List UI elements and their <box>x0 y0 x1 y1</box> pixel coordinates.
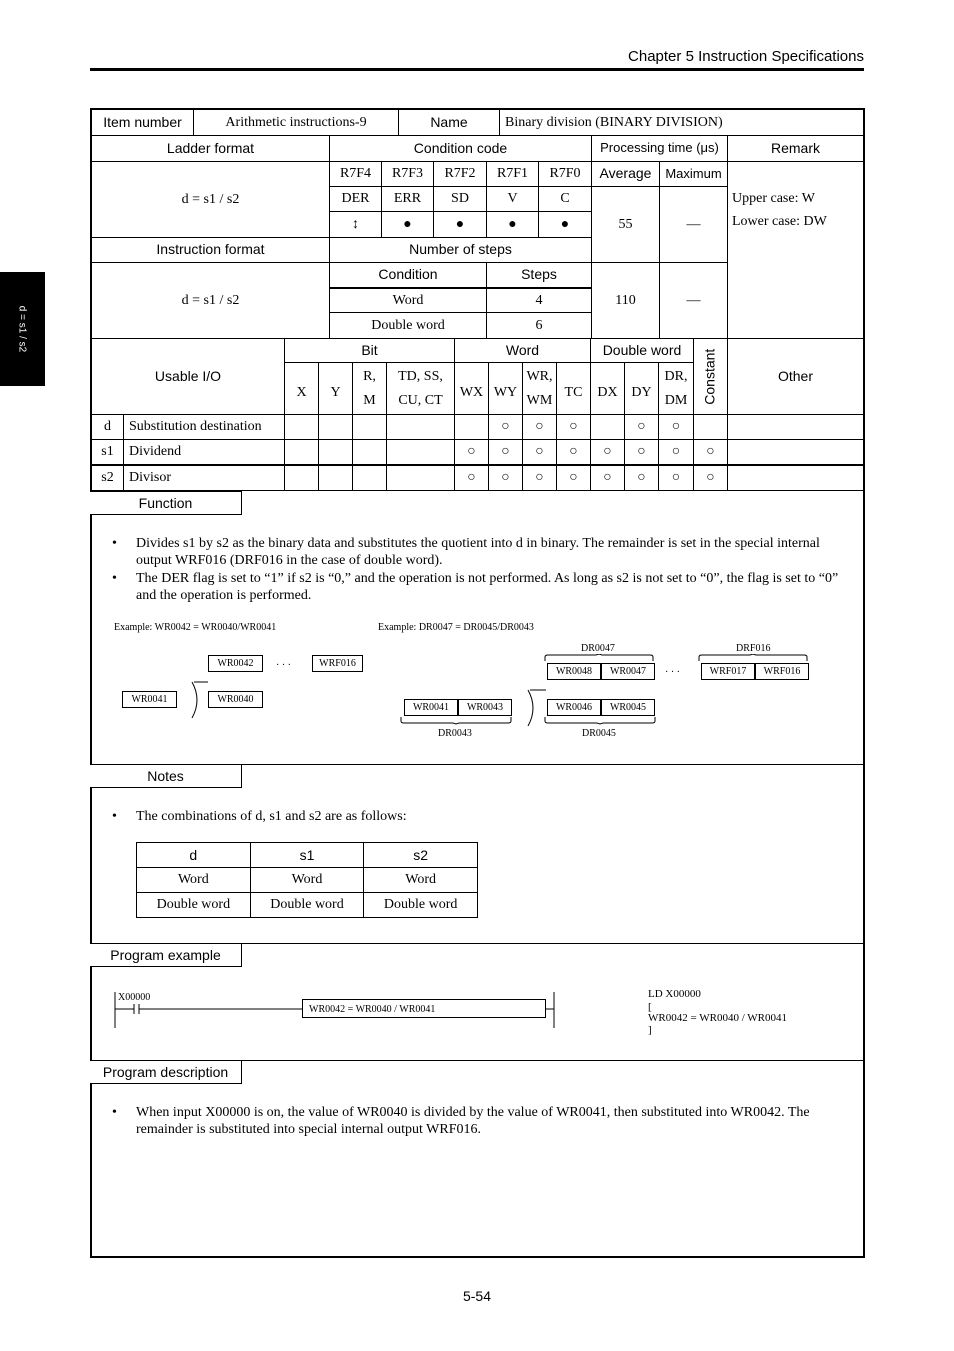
condition-label: Condition <box>330 263 487 288</box>
io-mark: ○ <box>625 465 659 491</box>
combination-table <box>136 842 478 918</box>
flag-register: R7F1 <box>487 162 539 187</box>
function-bullet <box>112 535 852 569</box>
quotient-dword-label: DR0047 <box>581 643 615 654</box>
io-column-bottom: CU, CT <box>398 393 443 408</box>
io-column-header <box>489 363 523 415</box>
io-column-bottom: DX <box>597 385 618 401</box>
flag-state-changes-icon: ↕ <box>330 212 382 238</box>
io-mark: ○ <box>659 440 694 465</box>
io-column-bottom: DY <box>631 385 652 401</box>
instruction-format-label: Instruction format <box>92 238 330 263</box>
io-mark: ○ <box>694 440 728 465</box>
operand-description: Substitution destination <box>124 415 285 440</box>
ladder-format-label: Ladder format <box>92 136 330 162</box>
io-column-header <box>353 363 387 415</box>
io-column-header <box>285 363 319 415</box>
io-mark: ○ <box>659 415 694 440</box>
division-bracket-icon <box>188 680 208 720</box>
other-label: Other <box>728 339 863 415</box>
io-column-header <box>591 363 625 415</box>
remainder-brace-icon <box>698 654 808 662</box>
instruction-expression: d = s1 / s2 <box>92 263 330 339</box>
chapter-title: Chapter 5 Instruction Specifications <box>628 48 864 65</box>
combination-cell: Word <box>250 868 364 893</box>
dividend-word-box: WR0045 <box>601 699 655 716</box>
steps-condition: Double word <box>330 313 487 339</box>
bullet-icon: • <box>112 1105 117 1120</box>
division-bracket-icon <box>524 688 546 728</box>
name-label: Name <box>399 110 500 136</box>
operand-description: Divisor <box>124 465 285 491</box>
io-column-header <box>659 363 694 415</box>
io-column-bottom: WM <box>526 393 553 408</box>
remainder-word-box: WRF017 <box>701 663 755 680</box>
io-column-top: DR, <box>664 368 688 384</box>
divisor-word-box: WR0043 <box>458 699 512 716</box>
combination-cell: Double word <box>137 893 251 918</box>
io-column-bottom: Y <box>330 385 341 401</box>
flag-name: ERR <box>382 187 434 212</box>
divisor-word-box: WR0041 <box>404 699 458 716</box>
steps-maximum-value: — <box>660 263 728 339</box>
remark-label: Remark <box>728 136 863 162</box>
item-number-value: Arithmetic instructions-9 <box>194 110 399 136</box>
io-mark: ○ <box>523 415 557 440</box>
io-column-top: TD, SS, <box>398 368 443 384</box>
io-mark <box>319 440 353 465</box>
notes-bullet <box>112 808 852 825</box>
divisor-box: WR0041 <box>122 691 177 708</box>
io-mark: ○ <box>523 465 557 491</box>
instruction-box-text: WR0042 = WR0040 / WR0041 <box>309 1004 436 1015</box>
remark-line-1: Upper case: W <box>732 191 815 206</box>
flag-name: DER <box>330 187 382 212</box>
io-mark <box>319 465 353 491</box>
io-mark <box>319 415 353 440</box>
processing-time-label: Processing time (μs) <box>592 136 728 162</box>
io-column-bottom: M <box>363 393 376 408</box>
average-label: Average <box>592 162 660 187</box>
condition-code-label: Condition code <box>330 136 592 162</box>
quotient-word-box: WR0048 <box>547 663 601 680</box>
io-mark: ○ <box>659 465 694 491</box>
io-mark: ○ <box>455 465 489 491</box>
io-mark <box>387 465 455 491</box>
io-mark: ○ <box>489 465 523 491</box>
side-tab <box>0 272 45 386</box>
program-example-label: Program example <box>90 943 242 967</box>
name-value: Binary division (BINARY DIVISION) <box>500 110 863 136</box>
io-column-header <box>319 363 353 415</box>
page-header <box>90 44 864 71</box>
example-word-caption: Example: WR0042 = WR0040/WR0041 <box>114 622 277 633</box>
combination-cell: Double word <box>364 893 478 918</box>
program-description-label: Program description <box>90 1060 242 1084</box>
bullet-icon: • <box>112 536 117 551</box>
flag-register: R7F3 <box>382 162 434 187</box>
steps-label: Steps <box>487 263 592 288</box>
io-column-top: R, <box>363 368 376 384</box>
bullet-icon: • <box>112 809 117 824</box>
bullet-icon: • <box>112 571 117 586</box>
program-description-bullet <box>112 1104 852 1138</box>
flag-name: SD <box>434 187 487 212</box>
combination-cell: Double word <box>250 893 364 918</box>
mnemonic-line: [ <box>648 1001 652 1013</box>
io-mark: ○ <box>591 465 625 491</box>
mnemonic-line: WR0042 = WR0040 / WR0041 <box>648 1012 788 1024</box>
io-mark <box>455 415 489 440</box>
divisor-brace-icon <box>400 717 512 725</box>
operand-name: d <box>92 415 124 440</box>
usable-io-label: Usable I/O <box>92 339 285 415</box>
constant-header <box>694 339 728 415</box>
quotient-box: WR0042 <box>208 655 263 672</box>
flag-state-dot-icon: ● <box>487 212 539 238</box>
io-column-header <box>625 363 659 415</box>
example-dword-caption: Example: DR0047 = DR0045/DR0043 <box>378 622 534 633</box>
io-mark <box>694 415 728 440</box>
contact-label: X00000 <box>118 992 151 1003</box>
function-bullet-text: Divides s1 by s2 as the binary data and substitutes the quotient into d in binary. The remainder is set in the special internal output WRF016 (DRF016 in the case of double word). <box>136 536 820 568</box>
io-mark <box>387 440 455 465</box>
io-mark: ○ <box>523 440 557 465</box>
ellipsis: · · · <box>276 660 291 671</box>
remark-line-2: Lower case: DW <box>732 214 827 230</box>
page-number: 5-54 <box>462 1288 492 1304</box>
io-column-top: WR, <box>526 368 553 384</box>
io-mark: ○ <box>489 415 523 440</box>
remainder-word-box: WRF016 <box>755 663 809 680</box>
notes-label: Notes <box>90 764 242 788</box>
double-word-group-label: Double word <box>591 339 694 363</box>
flag-name: V <box>487 187 539 212</box>
dividend-brace-icon <box>544 717 656 725</box>
dividend-dword-label: DR0045 <box>582 728 616 739</box>
notes-bullet-text: The combinations of d, s1 and s2 are as follows: <box>136 809 407 824</box>
operand-name: s2 <box>92 465 124 491</box>
io-column-header <box>557 363 591 415</box>
io-column-bottom: WX <box>459 385 484 401</box>
io-mark: ○ <box>694 465 728 491</box>
side-tab-label: d = s1 / s2 <box>16 305 28 353</box>
flag-state-dot-icon: ● <box>434 212 487 238</box>
io-mark: ○ <box>625 415 659 440</box>
combination-header: s1 <box>250 843 364 868</box>
flag-register: R7F0 <box>539 162 592 187</box>
io-mark: ○ <box>625 440 659 465</box>
item-number-label: Item number <box>92 110 194 136</box>
function-bullet <box>112 570 852 604</box>
combination-header: d <box>137 843 251 868</box>
steps-average-value: 110 <box>592 263 660 339</box>
io-column-header <box>523 363 557 415</box>
dividend-word-box: WR0046 <box>547 699 601 716</box>
steps-condition: Word <box>330 288 487 313</box>
word-group-label: Word <box>455 339 591 363</box>
io-column-header <box>387 363 455 415</box>
flag-register: R7F4 <box>330 162 382 187</box>
dividend-box: WR0040 <box>208 691 263 708</box>
io-mark <box>353 415 387 440</box>
io-column-bottom: WY <box>493 385 518 401</box>
remark-cell <box>728 162 863 339</box>
io-other <box>728 440 863 465</box>
io-mark: ○ <box>557 440 591 465</box>
io-mark <box>285 465 319 491</box>
io-column-bottom: TC <box>564 385 583 401</box>
io-mark: ○ <box>591 440 625 465</box>
io-mark <box>285 440 319 465</box>
quotient-brace-icon <box>544 654 654 662</box>
io-mark: ○ <box>557 465 591 491</box>
maximum-label: Maximum <box>660 162 728 187</box>
io-mark: ○ <box>557 415 591 440</box>
io-other <box>728 415 863 440</box>
flag-name: C <box>539 187 592 212</box>
ellipsis: · · · <box>665 667 680 678</box>
io-mark <box>285 415 319 440</box>
io-column-header <box>455 363 489 415</box>
flag-state-dot-icon: ● <box>539 212 592 238</box>
operand-description: Dividend <box>124 440 285 465</box>
average-value: 55 <box>592 187 660 263</box>
number-of-steps-label: Number of steps <box>330 238 592 263</box>
ladder-expression: d = s1 / s2 <box>92 162 330 238</box>
remainder-dword-label: DRF016 <box>736 643 771 654</box>
maximum-value: — <box>660 187 728 263</box>
operand-name: s1 <box>92 440 124 465</box>
combination-header: s2 <box>364 843 478 868</box>
io-column-bottom: X <box>296 385 307 401</box>
program-description-text: When input X00000 is on, the value of WR0040 is divided by the value of WR0041, then substituted into WR0042. The remainder is substituted into special internal output WRF016. <box>136 1105 810 1137</box>
io-mark: ○ <box>489 440 523 465</box>
combination-cell: Word <box>137 868 251 893</box>
remainder-box: WRF016 <box>312 655 363 672</box>
io-mark <box>387 415 455 440</box>
flag-state-dot-icon: ● <box>382 212 434 238</box>
io-mark <box>353 465 387 491</box>
io-mark <box>353 440 387 465</box>
function-label: Function <box>90 491 242 515</box>
io-mark <box>591 415 625 440</box>
constant-label: Constant <box>701 348 718 405</box>
divisor-dword-label: DR0043 <box>438 728 472 739</box>
mnemonic-line: LD X00000 <box>648 988 701 1000</box>
bit-group-label: Bit <box>285 339 455 363</box>
combination-cell: Word <box>364 868 478 893</box>
steps-value: 6 <box>487 313 592 339</box>
io-mark: ○ <box>455 440 489 465</box>
io-other <box>728 465 863 491</box>
steps-value: 4 <box>487 288 592 313</box>
quotient-word-box: WR0047 <box>601 663 655 680</box>
function-bullet-text: The DER flag is set to “1” if s2 is “0,” and the operation is not performed. As long as s2 is not set to “0”, the flag is set to “0” and the operation is performed. <box>136 571 839 603</box>
io-column-bottom: DM <box>664 393 688 408</box>
flag-register: R7F2 <box>434 162 487 187</box>
mnemonic-line: ] <box>648 1024 652 1036</box>
